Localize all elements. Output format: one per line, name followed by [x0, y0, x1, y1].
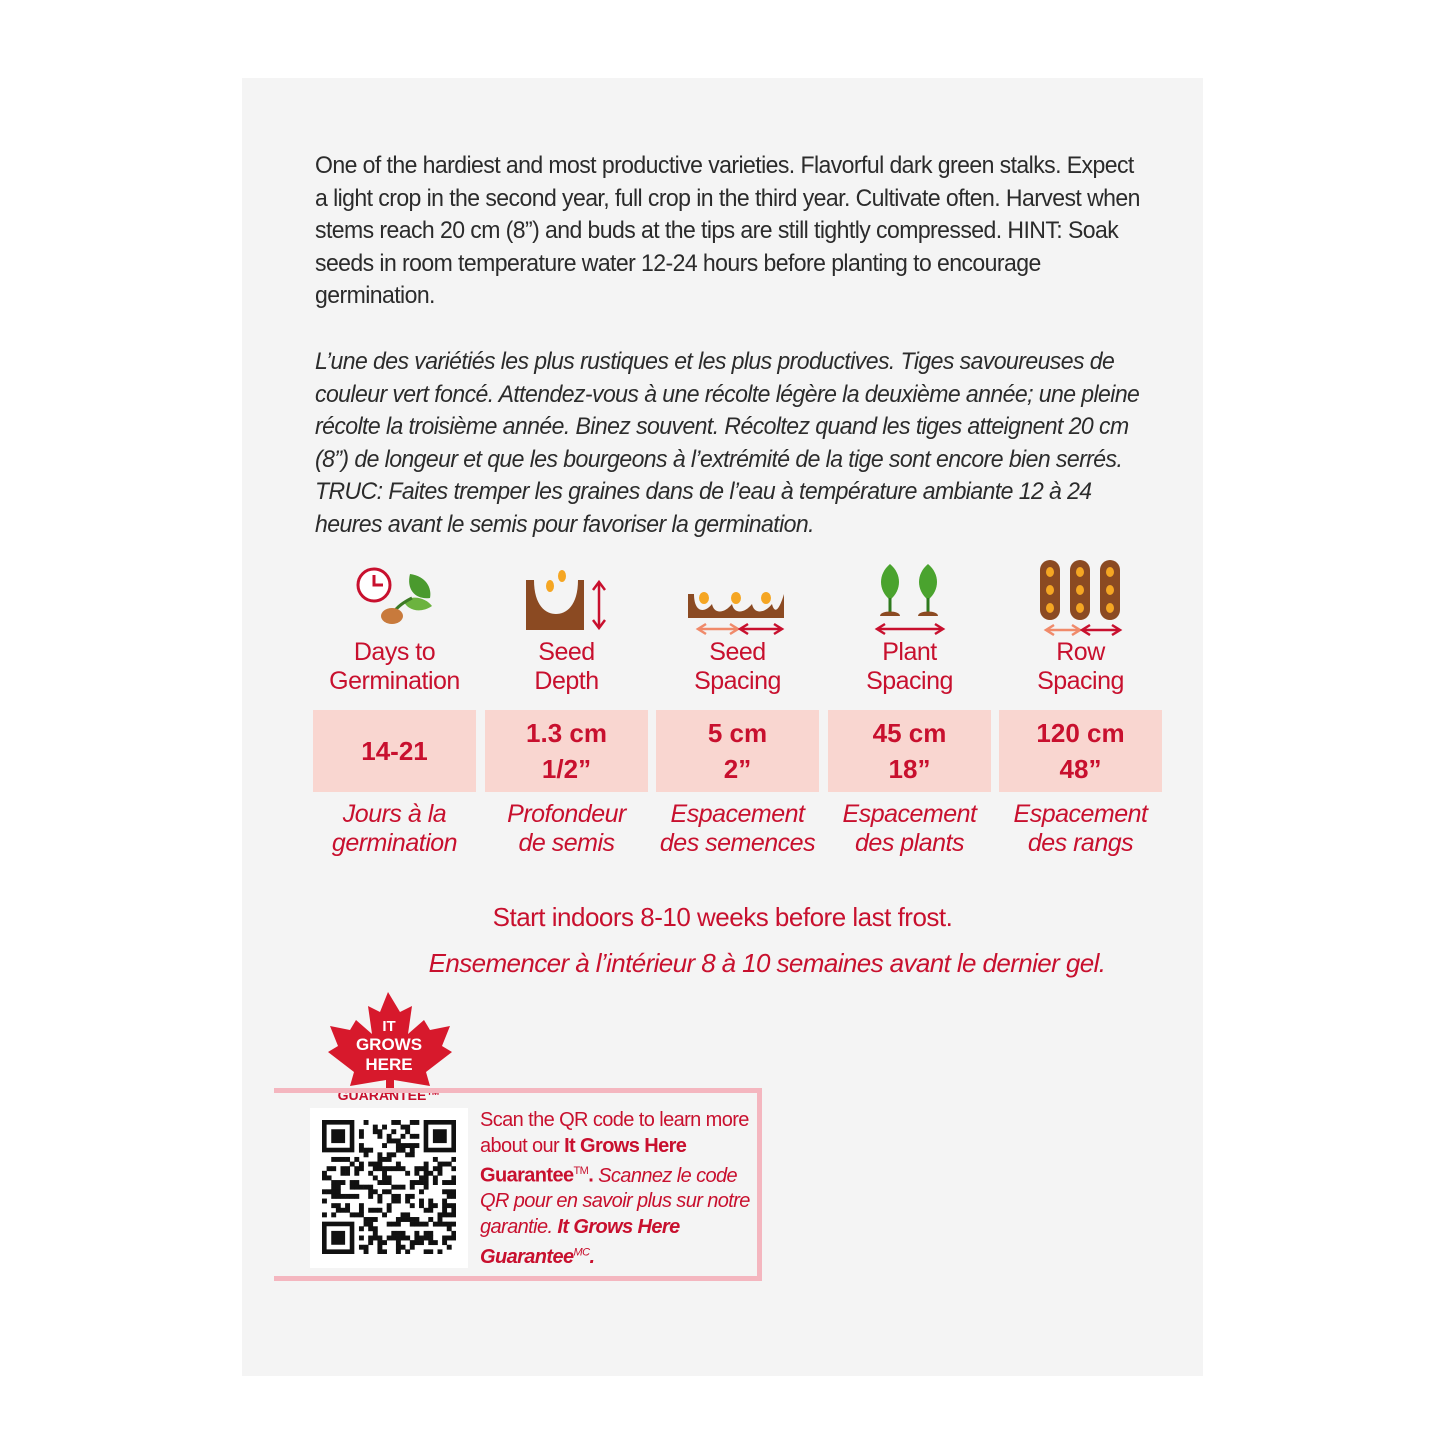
start-indoors-french: Ensemencer à l’intérieur 8 à 10 semaines avant le dernier gel.	[428, 948, 1106, 978]
label-plant-spacing: Plant Spacing	[866, 638, 953, 695]
label-profondeur-semis: Profondeur de semis	[507, 800, 626, 857]
plant-spacing-icon	[872, 560, 948, 638]
badge-line-here: HERE	[365, 1055, 413, 1074]
seed-depth-icon	[526, 570, 610, 632]
qr-description: Scan the QR code to learn more about our It Grows Here Guarantee™. Scannez le code QR pour en savoir plus sur notre garantie. It Grows Here Guarantee$^{MC}$.	[480, 1109, 750, 1268]
badge-line-guarantee: GUARANTEE™	[337, 1087, 441, 1103]
start-indoors-english: Start indoors 8-10 weeks before last frost.	[492, 902, 953, 932]
label-days-to-germination: Days to Germination	[329, 638, 460, 695]
label-espacement-plants: Espacement des plants	[842, 800, 977, 857]
label-seed-spacing: Seed Spacing	[694, 638, 781, 695]
value-seed-depth: 1.3 cm 1/2”	[485, 710, 648, 792]
badge-line-it: IT	[382, 1018, 396, 1035]
label-row-spacing: Row Spacing	[1037, 638, 1124, 695]
label-seed-depth: Seed Depth	[534, 638, 599, 695]
label-espacement-rangs: Espacement des rangs	[1013, 800, 1148, 857]
value-row-spacing: 120 cm 48”	[999, 710, 1162, 792]
label-espacement-semences: Espacement des semences	[659, 800, 816, 857]
badge-line-grows: GROWS	[355, 1035, 423, 1054]
description-french: L’une des variétiés les plus rustiques et les plus productives. Tiges savoureuses de couleur vert foncé. Attendez-vous à une récolte légère la deuxième année; une pleine récolte la troisième année. Binez souvent. Récoltez quand les tiges atteignent 20 cm (8”) de longeur et que les bourgeons à l’extrémité de la tige sont encore bien serrés. TRUC: Faites tremper les graines dans de l’eau à température ambiante 12 à 24 heures avant le semis pour favoriser la germination.	[315, 348, 1140, 538]
clock-seedling-icon	[352, 566, 436, 628]
label-jours-germination: Jours à la germination	[331, 800, 458, 857]
qr-code-icon[interactable]	[322, 1120, 456, 1254]
seed-spacing-icon	[688, 582, 788, 638]
description-english: One of the hardiest and most productive varieties. Flavorful dark green stalks. Expect a light crop in the second year, full crop in the third year. Cultivate often. Harvest when stems reach 20 cm (8”) and buds at the tips are still tightly compressed. HINT: Soak seeds in room temperature water 12-24 hours before planting to encourage germination.	[315, 152, 1140, 309]
value-days-to-germination: 14-21	[313, 710, 476, 792]
value-seed-spacing: 5 cm 2”	[656, 710, 819, 792]
row-spacing-icon	[1038, 558, 1124, 638]
value-plant-spacing: 45 cm 18”	[828, 710, 991, 792]
